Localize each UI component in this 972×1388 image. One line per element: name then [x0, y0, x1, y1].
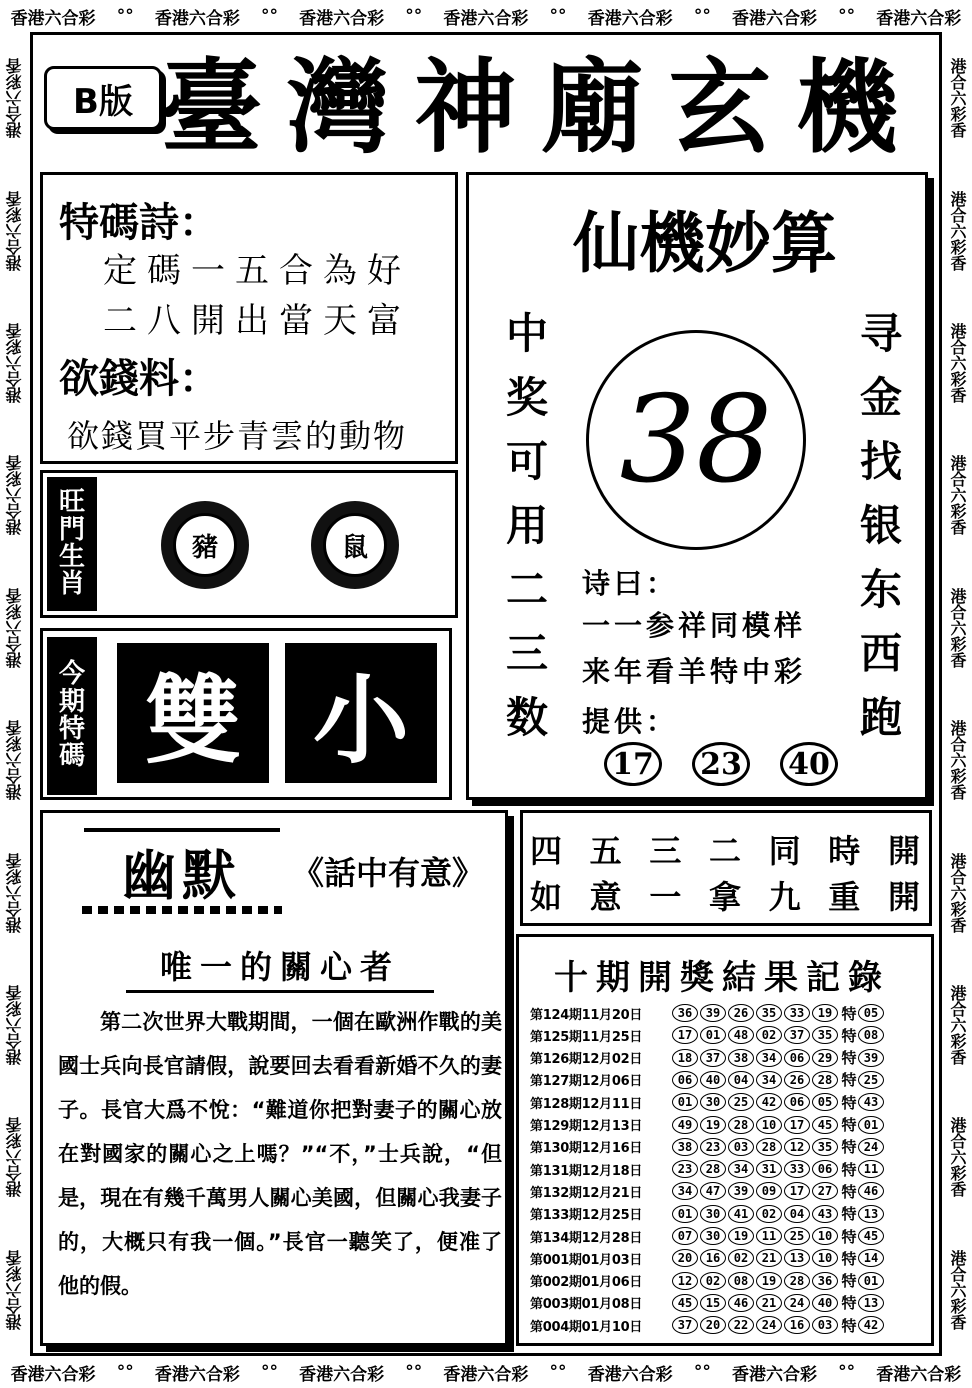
- result-number: 28: [784, 1272, 810, 1290]
- result-number: 01: [672, 1093, 698, 1111]
- result-number: 25: [728, 1093, 754, 1111]
- result-number: 37: [672, 1316, 698, 1334]
- border-text: 港合六彩香: [948, 190, 967, 271]
- result-number: 12: [672, 1272, 698, 1290]
- humor-subtitle: 《話中有意》: [292, 854, 485, 892]
- result-number: 20: [672, 1249, 698, 1267]
- result-number: 22: [728, 1316, 754, 1334]
- left-vertical-text: [496, 302, 558, 750]
- border-dots: °°: [549, 1362, 567, 1382]
- result-number: 31: [756, 1160, 782, 1178]
- result-number: 06: [784, 1093, 810, 1111]
- result-number: 16: [784, 1316, 810, 1334]
- border-text: 香港六合彩: [443, 8, 529, 29]
- border-dots: °°: [116, 1362, 134, 1382]
- result-number: 42: [756, 1093, 782, 1111]
- label-char: 旺: [58, 487, 85, 518]
- result-special-number: 39: [858, 1049, 884, 1067]
- title-char: 廟: [541, 49, 646, 168]
- special-marker: 特: [841, 1049, 857, 1068]
- result-number: 41: [728, 1205, 754, 1223]
- riddle-char: 二: [708, 832, 741, 870]
- result-special-number: 01: [858, 1116, 884, 1134]
- result-row: [530, 1314, 920, 1336]
- border-text: 香港六合彩: [731, 1364, 817, 1385]
- zodiac-label: [47, 477, 97, 611]
- riddle-char: 一: [649, 878, 682, 916]
- result-number: 03: [728, 1138, 754, 1156]
- border-left: [0, 32, 30, 1356]
- label-char: 今: [58, 659, 85, 690]
- result-number: 36: [672, 1004, 698, 1022]
- riddle-char: 四: [530, 832, 563, 870]
- border-text: 港合六彩香: [5, 58, 24, 139]
- label-char: 門: [58, 514, 85, 545]
- v-char: 奖: [505, 373, 548, 422]
- result-number: 02: [756, 1026, 782, 1044]
- special-marker: 特: [841, 1182, 857, 1201]
- border-dots: °°: [549, 6, 567, 26]
- border-text: 港合六彩香: [948, 720, 967, 801]
- result-number: 26: [784, 1071, 810, 1089]
- result-number: 19: [756, 1272, 782, 1290]
- rat-icon: 鼠: [323, 513, 387, 577]
- result-special-number: 01: [858, 1272, 884, 1290]
- result-number: 43: [812, 1205, 838, 1223]
- border-bottom: [0, 1356, 972, 1388]
- rat-figure: [311, 501, 399, 589]
- result-row: [530, 1225, 920, 1247]
- border-text: 港合六彩香: [948, 1117, 967, 1198]
- result-special-number: 45: [858, 1227, 884, 1245]
- result-number: 29: [812, 1049, 838, 1067]
- special-marker: 特: [841, 1316, 857, 1335]
- pig-figure: [161, 501, 249, 589]
- result-number: 46: [728, 1294, 754, 1312]
- zodiac-box: [40, 470, 458, 618]
- special-double: 雙: [117, 643, 269, 783]
- result-row: [530, 1114, 920, 1136]
- right-vertical-text: [850, 302, 912, 750]
- border-text: 港合六彩香: [5, 720, 24, 801]
- v-char: 金: [859, 373, 902, 422]
- result-number: 10: [756, 1116, 782, 1134]
- special-marker: 特: [841, 1160, 857, 1179]
- result-special-number: 05: [858, 1004, 884, 1022]
- result-number: 21: [756, 1249, 782, 1267]
- border-text: 港合六彩香: [948, 58, 967, 139]
- border-text: 香港六合彩: [299, 8, 385, 29]
- riddle-row-2: [530, 872, 920, 918]
- riddle-char: 開: [887, 878, 920, 916]
- riddle-char: 意: [589, 878, 622, 916]
- border-dots: °°: [838, 6, 856, 26]
- special-marker: 特: [841, 1205, 857, 1224]
- special-box: [40, 628, 452, 800]
- border-text: 香港六合彩: [587, 8, 673, 29]
- result-number: 03: [812, 1316, 838, 1334]
- result-number: 33: [784, 1160, 810, 1178]
- oracle-provide: 提供：: [582, 705, 679, 738]
- result-row: [530, 1203, 920, 1225]
- border-text: 港合六彩香: [5, 852, 24, 933]
- result-number: 40: [700, 1071, 726, 1089]
- result-number: 37: [700, 1049, 726, 1067]
- result-number: 35: [812, 1026, 838, 1044]
- result-number: 12: [784, 1138, 810, 1156]
- special-marker: 特: [841, 1249, 857, 1268]
- v-char: 中: [505, 309, 548, 358]
- v-char: 数: [505, 693, 548, 742]
- result-issue-label: 第131期12月18日: [530, 1163, 643, 1179]
- result-number: 34: [756, 1049, 782, 1067]
- special-marker: 特: [841, 1026, 857, 1045]
- result-issue-label: 第129期12月13日: [530, 1119, 643, 1134]
- border-text: 香港六合彩: [876, 1364, 962, 1385]
- result-issue-label: 第125期11月25日: [530, 1029, 643, 1045]
- label-char: 生: [58, 542, 85, 572]
- result-number: 19: [700, 1116, 726, 1134]
- result-number: 15: [700, 1294, 726, 1312]
- result-number: 19: [728, 1227, 754, 1245]
- result-issue-label: 第004期01月10日: [530, 1319, 643, 1335]
- result-number: 49: [672, 1116, 698, 1134]
- result-special-number: 43: [858, 1093, 884, 1111]
- riddle-char: 九: [768, 878, 801, 916]
- riddle-row-1: [530, 826, 920, 872]
- wave-divider: [82, 906, 282, 914]
- result-number: 30: [700, 1227, 726, 1245]
- oracle-poem-line: 来年看羊特中彩: [582, 655, 807, 688]
- border-text: 香港六合彩: [443, 1364, 529, 1385]
- v-char: 寻: [859, 309, 902, 358]
- result-number: 07: [672, 1227, 698, 1245]
- result-number: 37: [784, 1026, 810, 1044]
- result-number: 01: [700, 1026, 726, 1044]
- result-number: 06: [672, 1071, 698, 1089]
- riddle-char: 時: [828, 832, 861, 870]
- border-text: 香港六合彩: [731, 8, 817, 29]
- result-special-number: 14: [858, 1249, 884, 1267]
- result-number: 17: [784, 1182, 810, 1200]
- riddle-char: 五: [589, 832, 622, 870]
- result-number: 01: [672, 1205, 698, 1223]
- humor-title: 幽默: [84, 828, 280, 914]
- result-number: 40: [812, 1294, 838, 1312]
- result-number: 09: [756, 1182, 782, 1200]
- v-char: 二: [505, 565, 548, 614]
- edition-badge: B版: [44, 66, 162, 130]
- border-dots: °°: [693, 6, 711, 26]
- title-char: 臺: [160, 49, 264, 168]
- result-number: 16: [700, 1249, 726, 1267]
- poem-line: 定碼一五合為好: [103, 251, 411, 291]
- riddle-char: 拿: [708, 878, 741, 916]
- special-marker: 特: [841, 1294, 857, 1313]
- result-number: 10: [812, 1249, 838, 1267]
- label-char: 期: [58, 686, 85, 717]
- result-row: [530, 1136, 920, 1158]
- result-number: 17: [784, 1116, 810, 1134]
- result-number: 13: [784, 1249, 810, 1267]
- border-text: 港合六彩香: [5, 587, 24, 668]
- oracle-poem-line: 一一参祥同模样: [582, 609, 807, 642]
- result-number: 45: [672, 1294, 698, 1312]
- result-number: 06: [784, 1049, 810, 1067]
- border-text: 港合六彩香: [5, 1117, 24, 1198]
- result-issue-label: 第127期12月06日: [530, 1074, 643, 1090]
- result-row: [530, 1024, 920, 1046]
- result-special-number: 13: [858, 1294, 884, 1312]
- special-label: [47, 637, 97, 795]
- border-text: 香港六合彩: [299, 1364, 385, 1385]
- result-special-number: 25: [858, 1071, 884, 1089]
- result-row: [530, 1292, 920, 1314]
- border-dots: °°: [405, 6, 423, 26]
- result-number: 27: [812, 1182, 838, 1200]
- result-number: 20: [700, 1316, 726, 1334]
- oracle-poem-head: 诗曰：: [582, 567, 679, 600]
- result-number: 06: [812, 1160, 838, 1178]
- title-char: 機: [795, 49, 900, 168]
- result-number: 19: [812, 1004, 838, 1022]
- result-number: 28: [728, 1116, 754, 1134]
- result-number: 48: [728, 1026, 754, 1044]
- result-number: 30: [700, 1093, 726, 1111]
- result-number: 35: [812, 1138, 838, 1156]
- result-number: 04: [784, 1205, 810, 1223]
- lucky-number-circle: 38: [586, 330, 806, 550]
- result-number: 33: [784, 1004, 810, 1022]
- v-char: 可: [505, 437, 548, 486]
- result-number: 28: [700, 1160, 726, 1178]
- result-row: [530, 1247, 920, 1269]
- special-marker: 特: [841, 1071, 857, 1090]
- poem-heading: 特碼詩：: [59, 200, 219, 246]
- result-number: 02: [756, 1205, 782, 1223]
- result-row: [530, 1002, 920, 1024]
- border-text: 港合六彩香: [948, 1249, 967, 1330]
- result-number: 38: [672, 1138, 698, 1156]
- result-special-number: 08: [858, 1026, 884, 1044]
- border-text: 港合六彩香: [5, 455, 24, 536]
- result-number: 25: [784, 1227, 810, 1245]
- result-issue-label: 第001期01月03日: [530, 1252, 643, 1268]
- border-text: 港合六彩香: [948, 984, 967, 1065]
- poem-line: 欲錢買平步青雲的動物: [67, 417, 408, 455]
- result-issue-label: 第130期12月16日: [530, 1141, 643, 1157]
- border-text: 港合六彩香: [5, 1249, 24, 1330]
- result-number: 18: [672, 1049, 698, 1067]
- result-number: 47: [700, 1182, 726, 1200]
- special-marker: 特: [841, 1116, 857, 1134]
- main-title: [160, 40, 900, 168]
- result-row: [530, 1047, 920, 1069]
- border-text: 港合六彩香: [5, 984, 24, 1065]
- special-marker: 特: [841, 1227, 857, 1246]
- border-text: 港合六彩香: [948, 852, 967, 933]
- border-right: [942, 32, 972, 1356]
- result-number: 04: [728, 1071, 754, 1089]
- result-issue-label: 第126期12月02日: [530, 1052, 643, 1068]
- result-special-number: 11: [858, 1160, 884, 1178]
- border-dots: °°: [260, 1362, 278, 1382]
- border-text: 香港六合彩: [154, 8, 240, 29]
- result-number: 34: [728, 1160, 754, 1178]
- result-issue-label: 第133期12月25日: [530, 1208, 643, 1224]
- result-special-number: 42: [858, 1316, 884, 1334]
- border-dots: °°: [405, 1362, 423, 1382]
- label-char: 碼: [58, 741, 85, 772]
- result-number: 23: [700, 1138, 726, 1156]
- result-issue-label: 第002期01月06日: [530, 1275, 643, 1291]
- riddle-char: 開: [887, 832, 920, 870]
- result-number: 34: [672, 1182, 698, 1200]
- humor-headline: 唯一的關心者: [126, 942, 434, 993]
- border-text: 香港六合彩: [10, 1364, 96, 1385]
- border-dots: °°: [693, 1362, 711, 1382]
- result-number: 38: [728, 1049, 754, 1067]
- oracle-title: 仙機妙算: [573, 205, 837, 282]
- result-issue-label: 第134期12月28日: [530, 1230, 643, 1246]
- result-special-number: 13: [858, 1205, 884, 1223]
- poem-line: 二八開出當天富: [103, 301, 411, 341]
- result-number: 10: [812, 1227, 838, 1245]
- poem-box: [40, 172, 458, 464]
- special-marker: 特: [841, 1272, 857, 1291]
- result-number: 28: [812, 1071, 838, 1089]
- result-number: 02: [728, 1249, 754, 1267]
- result-row: [530, 1180, 920, 1202]
- result-number: 24: [784, 1294, 810, 1312]
- label-char: 肖: [58, 569, 85, 600]
- pig-icon: 豬: [173, 513, 237, 577]
- results-title: 十期開獎結果記錄: [554, 958, 890, 998]
- border-text: 香港六合彩: [587, 1364, 673, 1385]
- title-char: 神: [414, 49, 519, 168]
- result-number: 26: [728, 1004, 754, 1022]
- v-char: 用: [505, 501, 548, 550]
- result-number: 05: [812, 1093, 838, 1111]
- result-number: 17: [672, 1026, 698, 1044]
- border-dots: °°: [838, 1362, 856, 1382]
- v-char: 找: [859, 437, 902, 486]
- special-small: 小: [285, 643, 437, 783]
- result-number: 28: [756, 1138, 782, 1156]
- result-number: 39: [728, 1182, 754, 1200]
- riddle-char: 重: [828, 878, 861, 916]
- border-text: 港合六彩香: [948, 322, 967, 403]
- result-issue-label: 第132期12月21日: [530, 1185, 643, 1201]
- title-char: 玄: [668, 49, 773, 168]
- result-issue-label: 第003期01月08日: [530, 1297, 643, 1313]
- riddle-char: 三: [649, 832, 682, 870]
- result-number: 30: [700, 1205, 726, 1223]
- result-number: 36: [812, 1272, 838, 1290]
- result-row: [530, 1091, 920, 1113]
- border-text: 港合六彩香: [948, 455, 967, 536]
- result-special-number: 24: [858, 1138, 884, 1156]
- result-number: 11: [756, 1227, 782, 1245]
- border-dots: °°: [116, 6, 134, 26]
- result-number: 24: [756, 1316, 782, 1334]
- result-row: [530, 1158, 920, 1180]
- result-number: 39: [700, 1004, 726, 1022]
- provided-number: 23: [692, 742, 750, 786]
- border-text: 港合六彩香: [5, 322, 24, 403]
- special-marker: 特: [841, 1093, 857, 1112]
- result-number: 34: [756, 1071, 782, 1089]
- v-char: 东: [859, 565, 902, 614]
- v-char: 银: [859, 501, 902, 550]
- humor-story: 第二次世界大戰期間，一個在歐洲作戰的美國士兵向長官請假，說要回去看看新婚不久的妻子。長官大爲不悅：“難道你把對妻子的關心放在對國家的關心之上嗎？”“不，”士兵說，“但是，現在有幾千萬男人關心美國，但關心我妻子的，大概只有我一個。”長官一聽笑了，便准了他的假。: [58, 1010, 502, 1298]
- v-char: 跑: [859, 693, 902, 742]
- special-marker: 特: [841, 1004, 857, 1023]
- poem-heading-2: 欲錢料：: [59, 356, 219, 402]
- riddle-char: 如: [530, 878, 563, 916]
- border-text: 香港六合彩: [154, 1364, 240, 1385]
- title-char: 灣: [287, 49, 392, 168]
- special-marker: 特: [841, 1138, 857, 1157]
- border-dots: °°: [260, 6, 278, 26]
- result-issue-label: 第128期12月11日: [530, 1096, 643, 1112]
- result-special-number: 46: [858, 1182, 884, 1200]
- result-number: 45: [812, 1116, 838, 1134]
- result-row: [530, 1270, 920, 1292]
- result-number: 35: [756, 1004, 782, 1022]
- result-number: 02: [700, 1272, 726, 1290]
- v-char: 西: [859, 629, 902, 678]
- label-char: 特: [58, 714, 85, 744]
- result-number: 08: [728, 1272, 754, 1290]
- result-issue-label: 第124期11月20日: [530, 1007, 643, 1023]
- result-row: [530, 1069, 920, 1091]
- border-text: 港合六彩香: [5, 190, 24, 271]
- result-number: 23: [672, 1160, 698, 1178]
- border-text: 香港六合彩: [10, 8, 96, 29]
- border-text: 香港六合彩: [876, 8, 962, 29]
- provided-number: 17: [604, 742, 662, 786]
- result-number: 21: [756, 1294, 782, 1312]
- riddle-char: 同: [768, 832, 801, 870]
- border-text: 港合六彩香: [948, 587, 967, 668]
- provided-number: 40: [780, 742, 838, 786]
- v-char: 三: [505, 629, 548, 678]
